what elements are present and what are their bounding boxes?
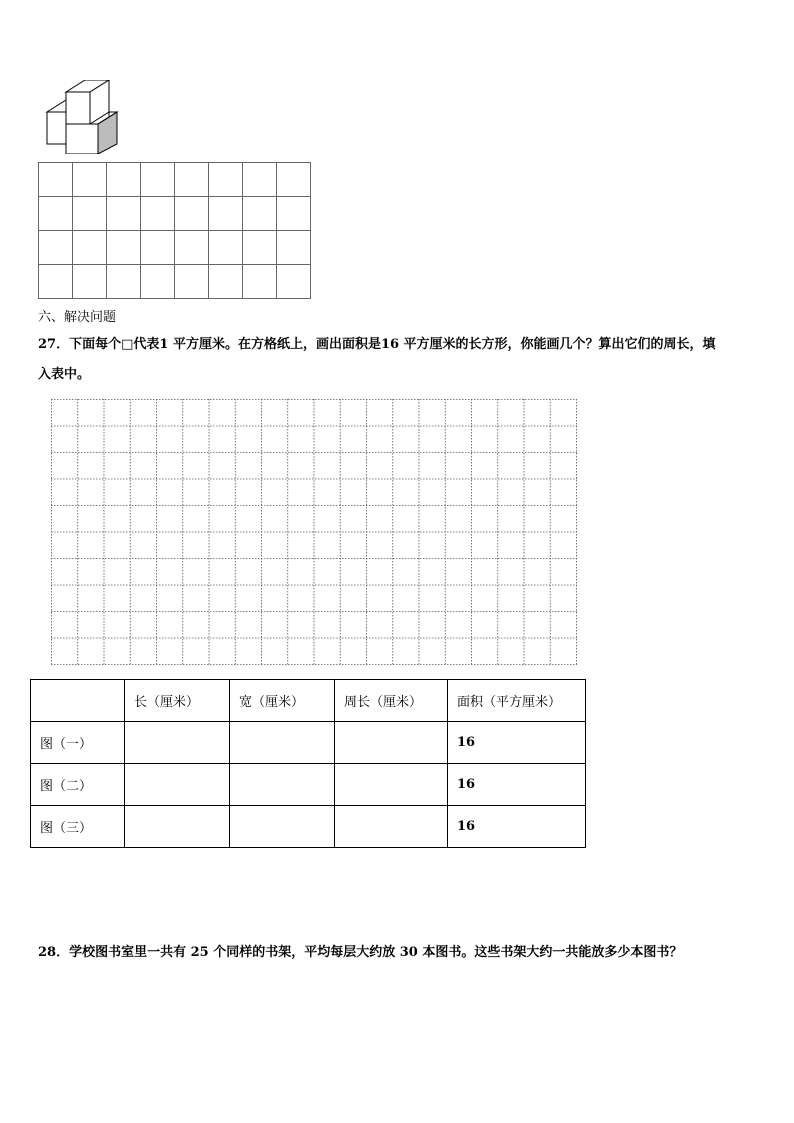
small-square-grid <box>38 162 311 299</box>
width-cell[interactable] <box>230 764 335 806</box>
question-27-line2: 入表中。 <box>38 367 91 382</box>
table-row <box>31 806 586 848</box>
table-header-row <box>31 680 586 722</box>
table-header-cell: 宽（厘米） <box>230 680 335 722</box>
answer-table <box>30 679 586 848</box>
area-cell: 16 <box>448 764 586 806</box>
length-cell[interactable] <box>125 764 230 806</box>
table-row <box>31 722 586 764</box>
area-cell: 16 <box>448 806 586 848</box>
table-row <box>31 764 586 806</box>
question-28: 28．学校图书室里一共有 25 个同样的书架，平均每层大约放 30 本图书。这些书架大约一共能放多少本图书？ <box>38 945 683 960</box>
perimeter-cell[interactable] <box>335 806 448 848</box>
perimeter-cell[interactable] <box>335 722 448 764</box>
question-27-line1: 27．下面每个□代表1 平方厘米。在方格纸上，画出面积是16 平方厘米的长方形，你能画几个？算出它们的周长，填 <box>38 337 716 352</box>
cube-stack-figure <box>44 80 120 154</box>
perimeter-cell[interactable] <box>335 764 448 806</box>
row-label: 图（一） <box>31 722 125 764</box>
table-header-cell <box>31 680 125 722</box>
length-cell[interactable] <box>125 806 230 848</box>
table-header-cell: 周长（厘米） <box>335 680 448 722</box>
section-heading: 六、解决问题 <box>38 310 117 325</box>
dotted-grid-paper <box>51 399 577 665</box>
area-cell: 16 <box>448 722 586 764</box>
row-label: 图（二） <box>31 764 125 806</box>
question-27 <box>38 330 763 390</box>
table-header-cell: 面积（平方厘米） <box>448 680 586 722</box>
width-cell[interactable] <box>230 806 335 848</box>
width-cell[interactable] <box>230 722 335 764</box>
length-cell[interactable] <box>125 722 230 764</box>
row-label: 图（三） <box>31 806 125 848</box>
table-header-cell: 长（厘米） <box>125 680 230 722</box>
